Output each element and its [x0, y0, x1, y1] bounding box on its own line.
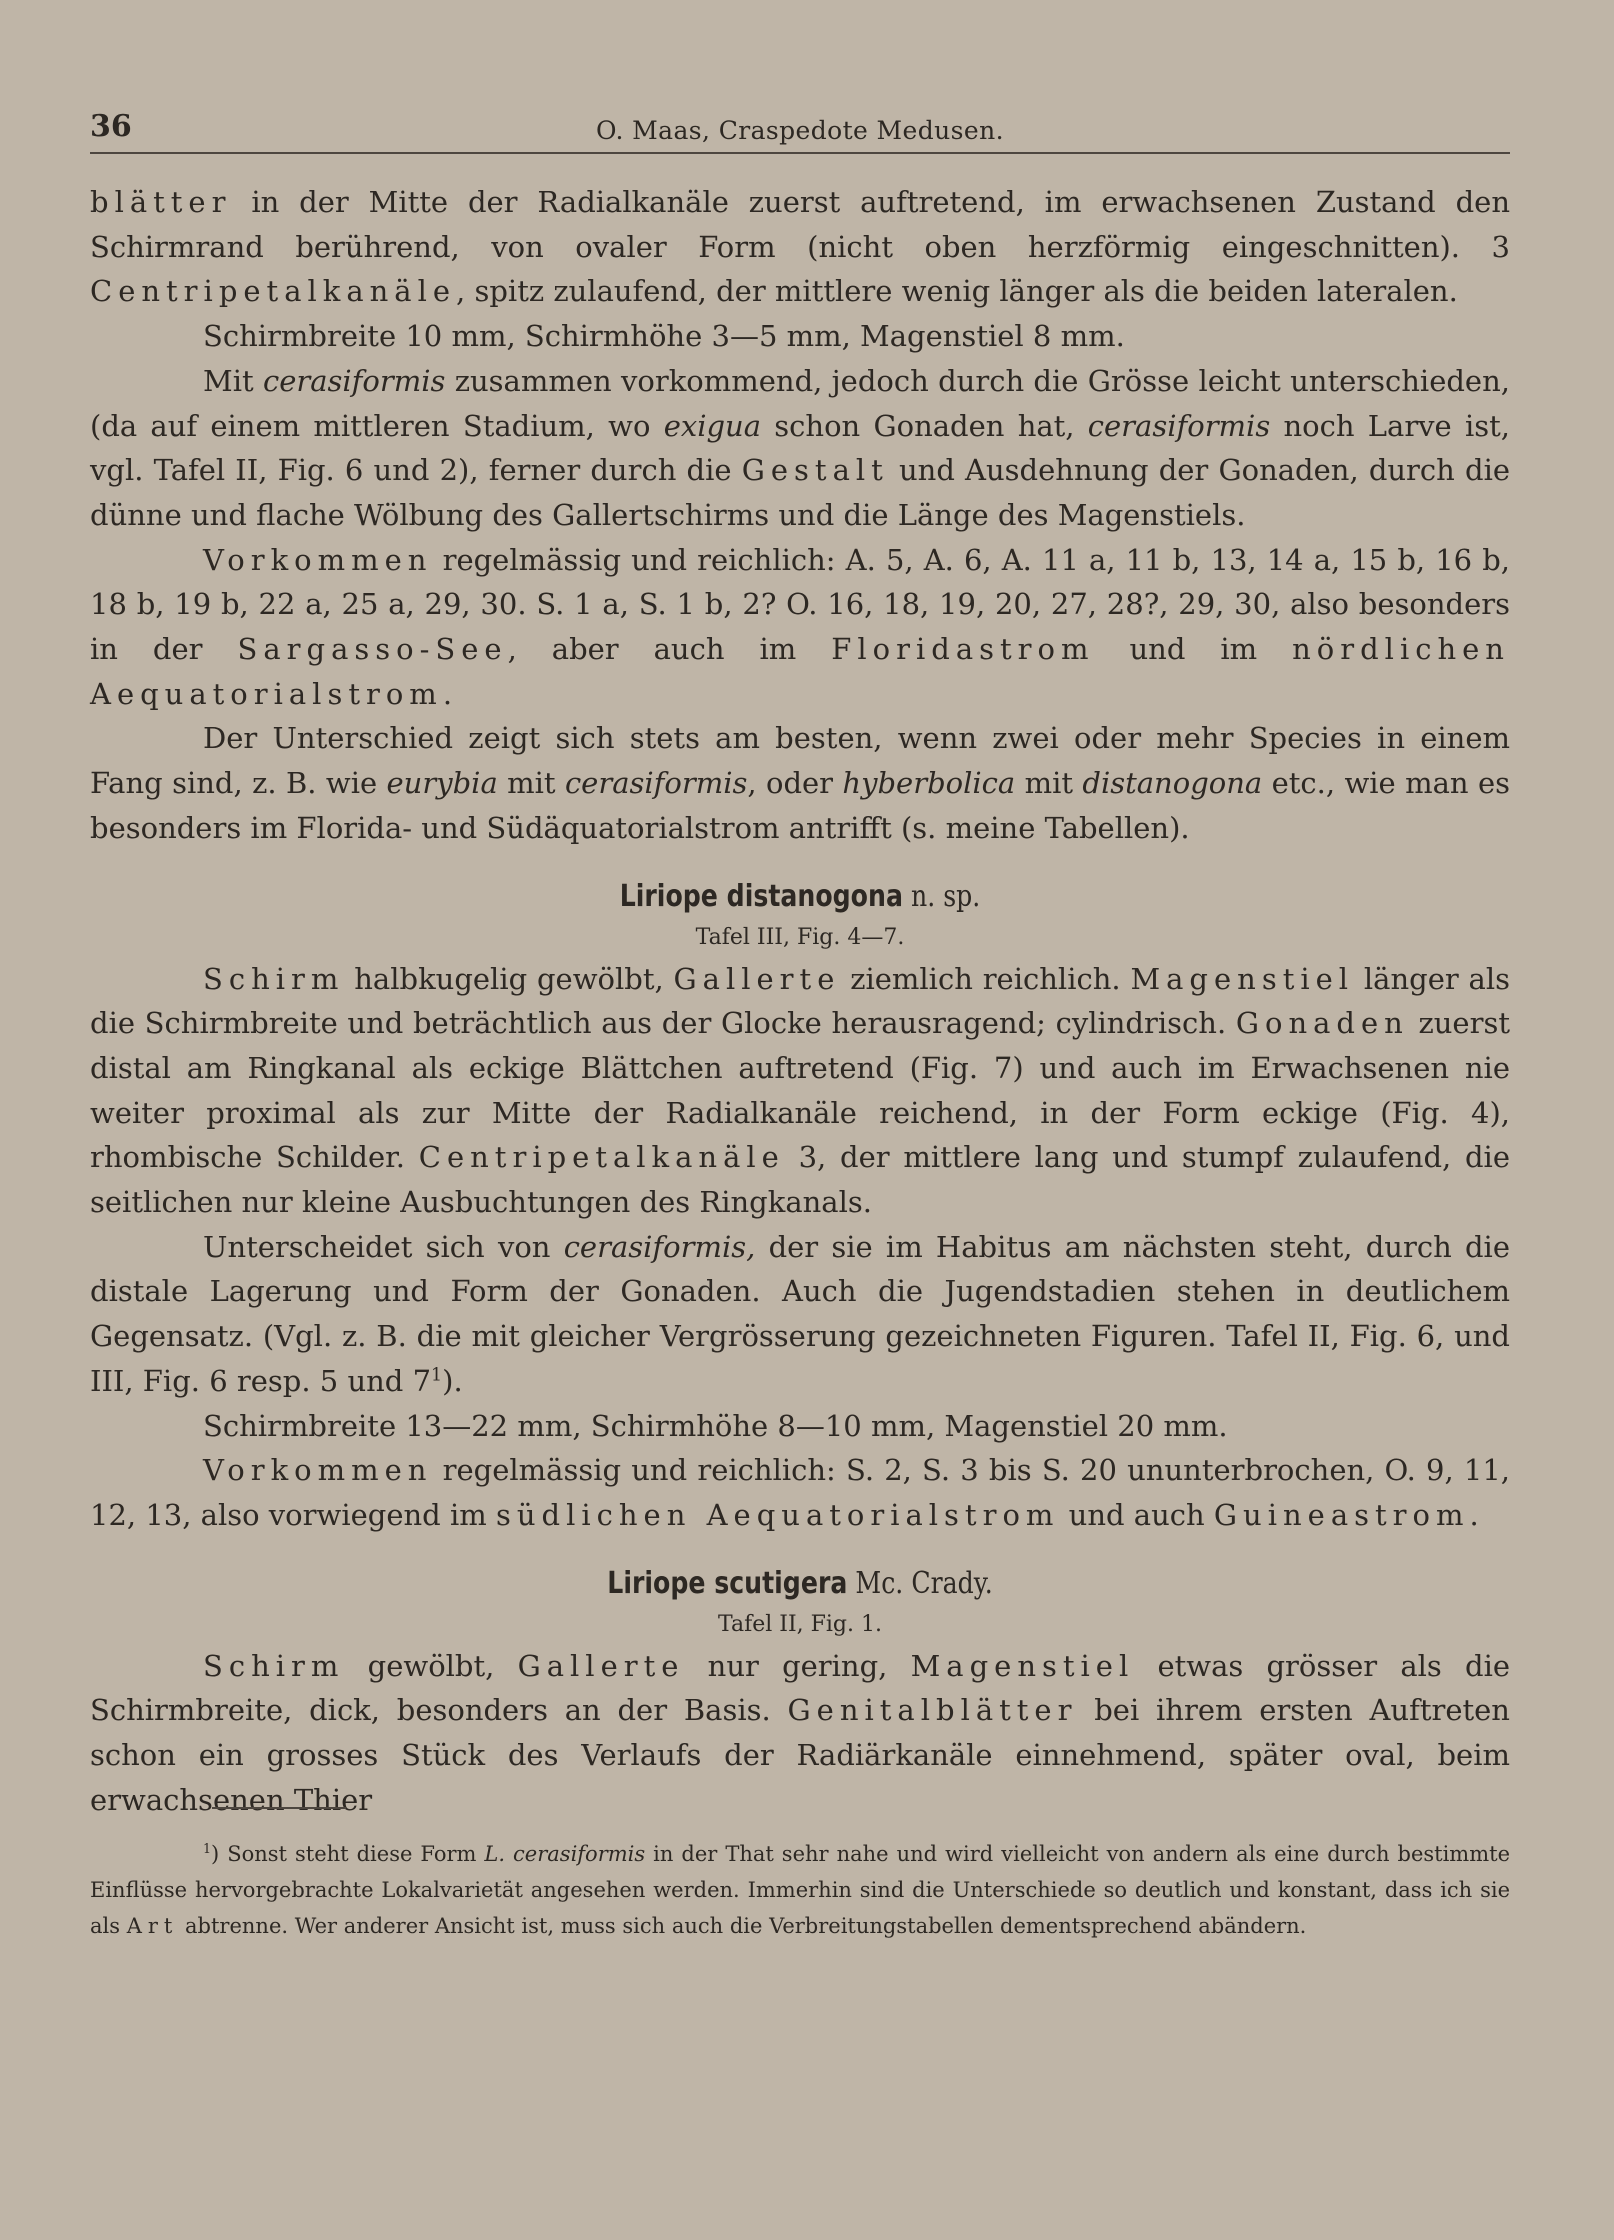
text-run: . — [1469, 1497, 1479, 1532]
spaced-term: Vorkommen — [203, 542, 433, 577]
spaced-term: Gallerte — [673, 961, 841, 996]
text-run: länger als die Schirmbreite und beträchtlich aus der Glocke herausragend; cylindrisch. — [90, 961, 1510, 1041]
spaced-term: Genitalblätter — [787, 1693, 1078, 1728]
text-run: abtrenne. Wer anderer Ansicht ist, muss sich auch die Verbreitungstabellen dementsprechend abändern. — [178, 1914, 1307, 1938]
plate-reference: Tafel III, Fig. 4—7. — [695, 924, 905, 950]
page-number: 36 — [90, 109, 132, 144]
heading-author: Mc. Crady. — [847, 1565, 993, 1601]
text-run: bei ihrem ersten Auftreten schon ein grosses Stück des Verlaufs der Radiärkanäle einnehmend, später oval, beim erwachsenen Thier — [90, 1693, 1510, 1817]
species-name: cerasiformis, — [563, 1229, 756, 1264]
footnote-marker: 1 — [203, 1841, 212, 1856]
text-run: ziemlich reichlich. — [840, 961, 1131, 996]
text-run: ) — [211, 1842, 220, 1866]
heading-species-name: Liriope scutigera — [607, 1565, 848, 1601]
text-run: , spitz zulaufend, der mittlere wenig länger als die beiden lateralen. — [456, 274, 1458, 309]
text-run: mit — [497, 766, 565, 801]
text-run: Unterscheidet sich von — [203, 1229, 564, 1264]
text-run: , aber auch im — [507, 632, 832, 667]
text-run: Sonst steht diese Form — [219, 1842, 485, 1866]
spaced-term: Sargasso-See — [237, 632, 508, 667]
text-run: regelmässig und reichlich: A. 5, A. 6, A. 11 a, 11 b, 13, 14 a, 15 b, 16 b, 18 b, 19 b, 22 a, 25 a, 29, 30. S. 1 a, S. 1 b, 2? O. 16, 18, 19, 20, 27, 28?, 29, 30, also besonders in der — [90, 542, 1510, 667]
paragraph — [90, 538, 1510, 717]
text-run: etc., wie man es besonders im Florida- und Südäquatorialstrom antrifft (s. meine Tabellen). — [90, 766, 1510, 845]
species-name: eurybia — [386, 766, 498, 801]
text-run: und auch — [1059, 1497, 1214, 1532]
paragraph — [90, 359, 1510, 538]
species-name: hyberbolica — [842, 766, 1016, 801]
spaced-term: nördlichen Aequatorialstrom — [90, 632, 1510, 711]
running-title: O. Maas, Craspedote Medusen. — [596, 116, 1004, 145]
species-name: cerasiformis — [1087, 408, 1271, 443]
spaced-term: Art — [126, 1914, 179, 1938]
footnote — [90, 1836, 1510, 1944]
text-run: und Ausdehnung der Gonaden, durch die dünne und flache Wölbung des Gallertschirms und die Länge des Magenstiels. — [90, 453, 1510, 532]
heading-species-name: Liriope distanogona — [619, 878, 903, 914]
text-run: . — [442, 676, 453, 711]
text-run: noch Larve ist, vgl. Tafel II, Fig. 6 und 2), ferner durch die — [90, 408, 1511, 488]
text-run: Der Unterschied zeigt sich stets am besten, wenn zwei oder mehr Species in einem Fang sind, z. B. wie — [90, 721, 1510, 801]
paragraph: Schirmbreite 10 mm, Schirmhöhe 3—5 mm, Magenstiel 8 mm. — [203, 319, 1125, 354]
paragraph: Schirmbreite 13—22 mm, Schirmhöhe 8—10 mm, Magenstiel 20 mm. — [203, 1408, 1228, 1443]
plate-reference: Tafel II, Fig. 1. — [717, 1611, 882, 1637]
species-name: distanogona — [1082, 766, 1263, 801]
species-name: cerasiformis — [262, 363, 446, 398]
species-name: exigua — [663, 408, 762, 443]
text-run: zusammen vorkommend, jedoch durch die Grösse leicht unterschieden, (da auf einem mittleren Stadium, wo — [90, 363, 1510, 443]
spaced-term: blätter — [90, 185, 232, 219]
text-run: mit — [1015, 766, 1083, 801]
spaced-term: Schirm — [203, 1648, 345, 1683]
text-run: in der Mitte der Radialkanäle zuerst auftretend, im erwachsenen Zustand den Schirmrand berührend, von ovaler Form (nicht oben herzförmig eingeschnitten). 3 — [90, 185, 1510, 264]
spaced-term: südlichen Aequatorialstrom — [495, 1497, 1060, 1532]
page-header — [90, 109, 1510, 154]
text-run: gewölbt, — [344, 1648, 518, 1683]
paragraph — [90, 716, 1510, 850]
text-run: , oder — [747, 766, 843, 801]
section-heading — [204, 875, 1397, 919]
spaced-term: Magenstiel — [910, 1648, 1135, 1683]
text-run: halbkugelig gewölbt, — [344, 961, 674, 996]
spaced-term: Centripetalkanäle — [90, 274, 457, 309]
paragraph — [90, 957, 1510, 1225]
spaced-term: Magenstiel — [1130, 961, 1355, 996]
spaced-term: Centripetalkanäle — [418, 1140, 785, 1175]
spaced-term: Gallerte — [517, 1648, 685, 1683]
text-run: zuerst distal am Ringkanal als eckige Blättchen auftretend (Fig. 7) und auch im Erwachsenen nie weiter proximal als zur Mitte der Radialkanäle reichend, in der Form eckige (Fig. 4), rhombische Schilder. — [90, 1006, 1510, 1175]
footnote-reference[interactable]: 1 — [431, 1365, 443, 1386]
species-name: cerasiformis — [564, 766, 748, 801]
text-run: regelmässig und reichlich: S. 2, S. 3 bis S. 20 ununterbrochen, O. 9, 11, 12, 13, also vorwiegend im — [90, 1453, 1510, 1532]
paragraph — [90, 180, 1510, 314]
text-run: 3, der mittlere lang und stumpf zulaufend, die seitlichen nur kleine Ausbuchtungen des Ringkanals. — [90, 1140, 1510, 1220]
text-run: etwas grösser als die Schirmbreite, dick, besonders an der Basis. — [90, 1648, 1511, 1728]
paragraph — [90, 1225, 1510, 1404]
footnote-divider — [212, 1807, 346, 1809]
spaced-term: Gonaden — [1235, 1006, 1409, 1041]
spaced-term: Gestalt — [741, 453, 889, 488]
heading-author: n. sp. — [902, 878, 981, 914]
spaced-term: Floridastrom — [831, 632, 1095, 667]
spaced-term: Schirm — [203, 961, 345, 996]
text-run: und im — [1094, 632, 1293, 667]
text-run: nur gering, — [684, 1648, 911, 1683]
text-run: ). — [442, 1363, 463, 1398]
section-heading — [204, 1562, 1397, 1606]
text-run: in der That sehr nahe und wird vielleicht von andern als eine durch bestimmte Einflüsse hervorgebrachte Lokalvarietät angesehen werden. Immerhin sind die Unterschiede so deutlich und konstant, dass ich sie als — [90, 1842, 1510, 1938]
paragraph — [90, 1644, 1510, 1823]
main-text — [90, 180, 1510, 1823]
text-run: Mit — [203, 363, 263, 398]
spaced-term: Guineastrom — [1213, 1497, 1470, 1532]
text-run: der sie im Habitus am nächsten steht, durch die distale Lagerung und Form der Gonaden. Auch die Jugendstadien stehen in deutlichem Gegensatz. (Vgl. z. B. die mit gleicher Vergrösserung gezeichneten Figuren. Tafel II, Fig. 6, und III, Fig. 6 resp. 5 und 7 — [90, 1229, 1510, 1398]
paragraph — [90, 1448, 1510, 1537]
species-name: L. cerasiformis — [484, 1842, 646, 1866]
text-run: schon Gonaden hat, — [761, 408, 1088, 443]
spaced-term: Vorkommen — [203, 1453, 433, 1488]
